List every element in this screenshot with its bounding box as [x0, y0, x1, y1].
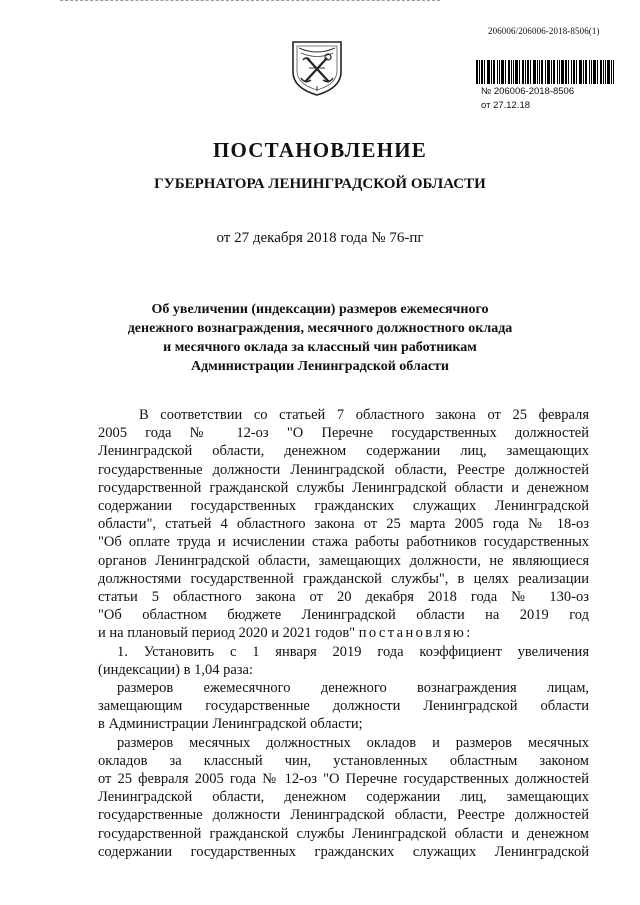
body-line: Ленинградской области, денежном содержании лиц, замещающих — [98, 789, 589, 806]
body-line: Ленинградской области, денежном содержании лиц, замещающих — [98, 443, 589, 460]
body-line: (индексации) в 1,04 раза: — [98, 661, 253, 678]
body-line: государственной гражданской службы Ленинградской области и денежном — [98, 825, 589, 842]
body-line: "Об оплате труда и исчислении стажа работы работников государственных — [98, 534, 589, 551]
body-line: содержании государственных гражданских служащих Ленинградской — [98, 498, 589, 515]
document-date-number: от 27 декабря 2018 года № 76-пг — [216, 230, 424, 246]
body-line: органов Ленинградской области, замещающих должности, не являющиеся — [98, 552, 589, 569]
top-scan-line — [60, 0, 440, 2]
barcode-icon — [476, 60, 614, 84]
resolution-heading — [100, 300, 540, 376]
body-line: В соответствии со статьей 7 областного закона от 25 февраля — [139, 407, 589, 423]
decree-word: постановляю: — [358, 625, 473, 642]
body-line: государственной гражданской службы Ленинградской области и денежном — [98, 479, 589, 496]
registration-number: № 206006-2018-8506 — [481, 86, 575, 97]
heading-line: и месячного оклада за классный чин работникам — [163, 340, 477, 355]
registration-date: от 27.12.18 — [481, 100, 531, 111]
body-line: замещающим государственные должности Ленинградской области — [98, 698, 589, 715]
body-line: 2005 года № 12-оз "О Перечне государственных должностей — [98, 425, 589, 442]
heading-line: денежного вознаграждения, месячного должностного оклада — [127, 321, 513, 336]
body-line-text: и на плановый период 2020 и 2021 годов" — [98, 625, 356, 642]
body-line: государственные должности Ленинградской области, Реестре должностей — [98, 807, 589, 824]
body-line: от 25 февраля 2005 года № 12-оз "О Перечне государственных должностей — [98, 771, 589, 788]
body-line: "Об областном бюджете Ленинградской области на 2019 год — [98, 607, 589, 624]
body-line: 1. Установить с 1 января 2019 года коэффициент увеличения — [117, 643, 589, 660]
document-body — [98, 406, 589, 861]
body-line: статьи 5 областного закона от 20 декабря 2018 года № 130-оз — [98, 589, 589, 606]
body-line: содержании государственных гражданских служащих Ленинградской — [98, 843, 589, 860]
document-title: ПОСТАНОВЛЕНИЕ — [212, 138, 428, 162]
body-line-last — [98, 624, 589, 642]
body-line: размеров месячных должностных окладов и размеров месячных — [117, 734, 589, 751]
document-code: 206006/206006-2018-8506(1) — [488, 26, 600, 36]
body-line: окладов за классный чин, установленных областным законом — [98, 752, 589, 769]
heading-line: Об увеличении (индексации) размеров ежемесячного — [151, 302, 489, 317]
coat-of-arms-icon — [287, 38, 347, 98]
body-line: области", статьей 4 областного закона от 25 марта 2005 года № 18-оз — [98, 516, 589, 533]
heading-line: Администрации Ленинградской области — [191, 359, 449, 374]
body-line: должностями государственной гражданской службы", в целях реализации — [98, 570, 589, 587]
body-line: государственные должности Ленинградской области, Реестре должностей — [98, 461, 589, 478]
body-line: в Администрации Ленинградской области; — [98, 716, 363, 733]
document-subtitle: ГУБЕРНАТОРА ЛЕНИНГРАДСКОЙ ОБЛАСТИ — [154, 176, 486, 192]
body-line: размеров ежемесячного денежного вознаграждения лицам, — [117, 680, 589, 697]
